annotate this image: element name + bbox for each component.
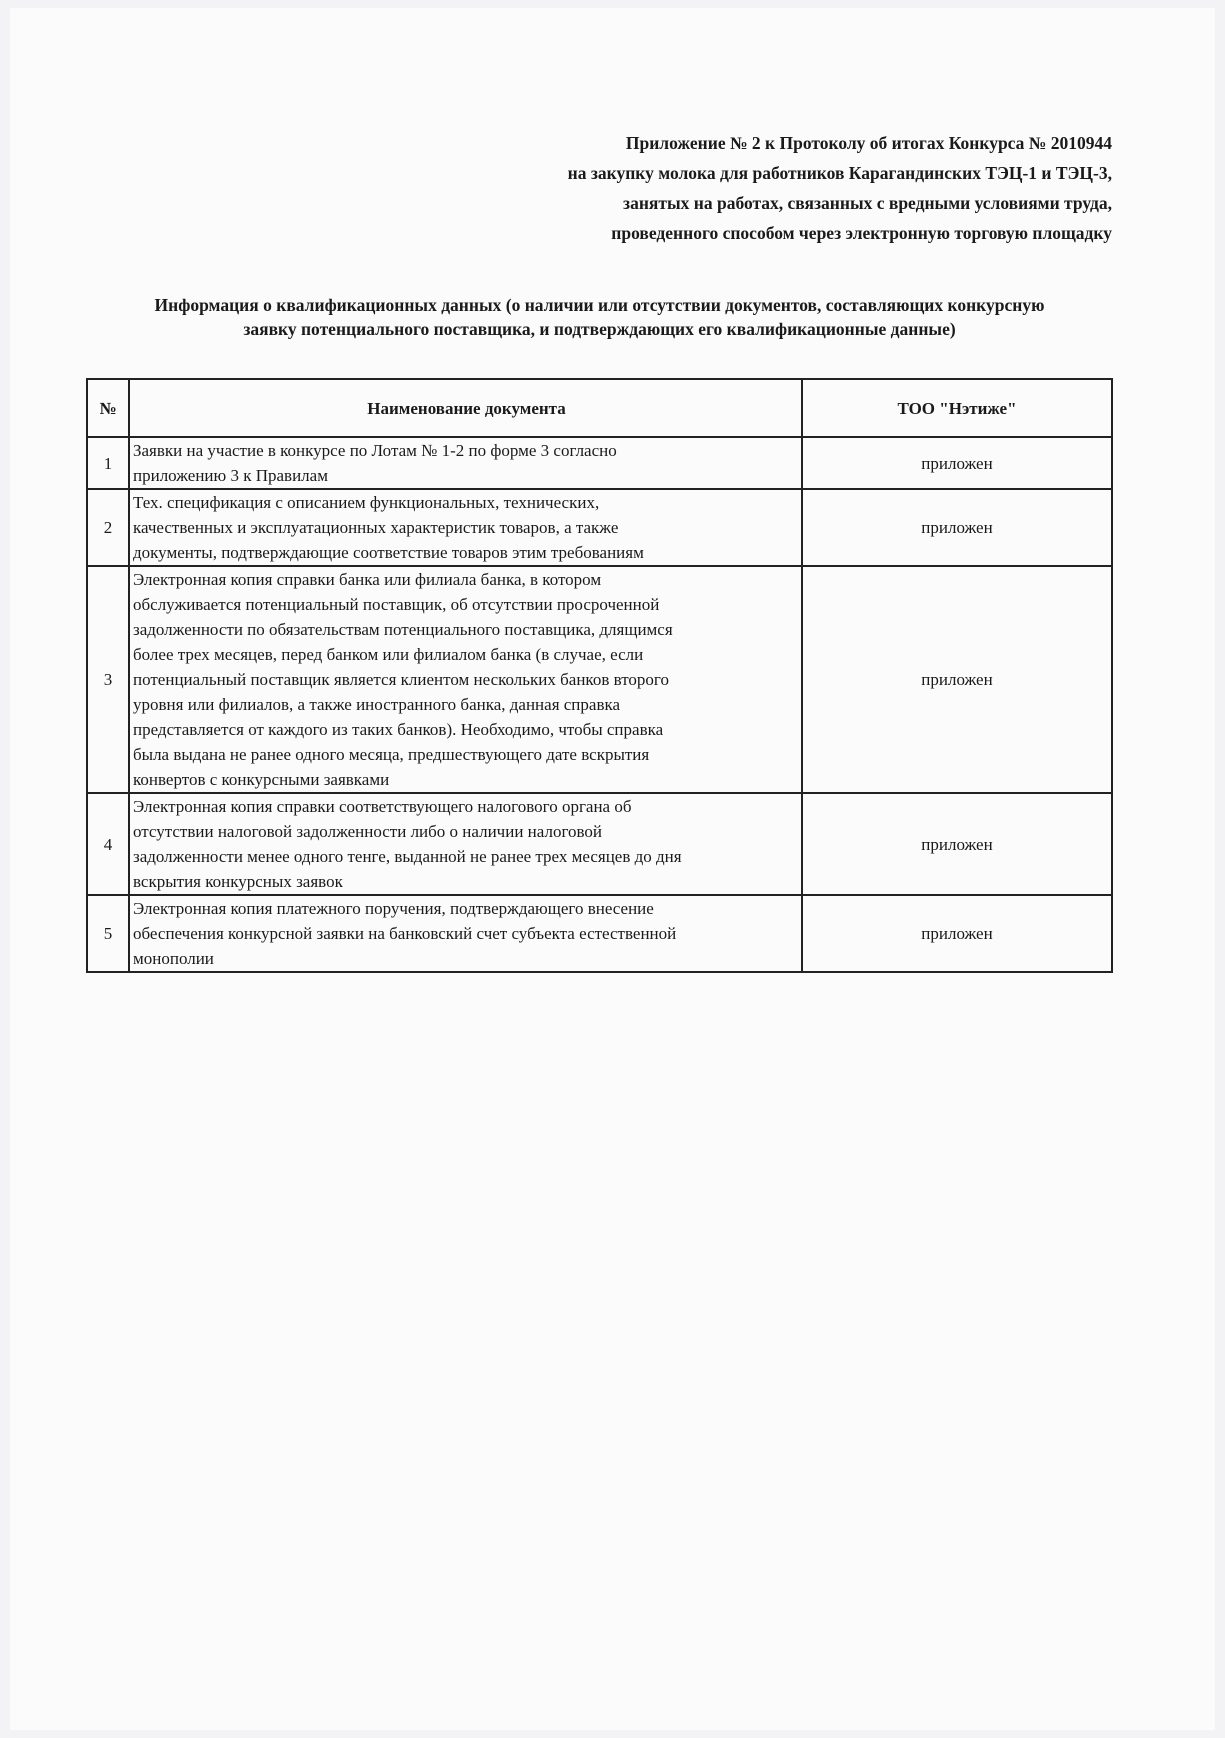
header-line: проведенного способом через электронную торговую площадку — [611, 223, 1112, 243]
document-name-line: Электронная копия справки банка или филиала банка, в котором — [133, 570, 602, 589]
info-line: Информация о квалификационных данных (о наличии или отсутствии документов, составляющих конкурсную — [154, 295, 1045, 315]
document-name-line: более трех месяцев, перед банком или филиалом банка (в случае, если — [133, 645, 644, 664]
document-status: приложен — [802, 895, 1112, 972]
document-name — [129, 489, 802, 566]
document-name-line: Заявки на участие в конкурсе по Лотам № 1-2 по форме 3 согласно — [133, 441, 617, 460]
document-name-line: потенциальный поставщик является клиентом нескольких банков второго — [133, 670, 669, 689]
document-status: приложен — [802, 793, 1112, 895]
document-name-line: приложению 3 к Правилам — [133, 466, 328, 485]
row-number: 1 — [87, 437, 129, 489]
appendix-header — [568, 128, 1112, 248]
qualification-info-heading — [86, 293, 1113, 341]
column-header-supplier: ТОО "Нэтиже" — [802, 379, 1112, 437]
document-name — [129, 437, 802, 489]
document-name-line: конвертов с конкурсными заявками — [133, 770, 390, 789]
document-status: приложен — [802, 437, 1112, 489]
document-name-line: была выдана не ранее одного месяца, предшествующего дате вскрытия — [133, 745, 650, 764]
document-name-line: отсутствии налоговой задолженности либо о наличии налоговой — [133, 822, 603, 841]
row-number: 2 — [87, 489, 129, 566]
info-line: заявку потенциального поставщика, и подтверждающих его квалификационные данные) — [243, 319, 956, 339]
document-name-line: монополии — [133, 949, 214, 968]
table-row — [87, 793, 1112, 895]
table-row — [87, 895, 1112, 972]
header-line: на закупку молока для работников Карагандинских ТЭЦ-1 и ТЭЦ-3, — [567, 163, 1112, 183]
document-status: приложен — [802, 489, 1112, 566]
row-number: 5 — [87, 895, 129, 972]
document-name — [129, 566, 802, 793]
column-header-number: № — [87, 379, 129, 437]
document-name-line: представляется от каждого из таких банков). Необходимо, чтобы справка — [133, 720, 664, 739]
column-header-document-name: Наименование документа — [129, 379, 802, 437]
document-name — [129, 895, 802, 972]
table-row — [87, 489, 1112, 566]
table-row — [87, 566, 1112, 793]
document-name-line: качественных и эксплуатационных характеристик товаров, а также — [133, 518, 619, 537]
document-status: приложен — [802, 566, 1112, 793]
table-header-row — [87, 379, 1112, 437]
document-name-line: Электронная копия платежного поручения, подтверждающего внесение — [133, 899, 654, 918]
document-name-line: вскрытия конкурсных заявок — [133, 872, 343, 891]
document-name-line: обеспечения конкурсной заявки на банковский счет субъекта естественной — [133, 924, 677, 943]
document-name-line: Тех. спецификация с описанием функциональных, технических, — [133, 493, 600, 512]
document-name-line: обслуживается потенциальный поставщик, об отсутствии просроченной — [133, 595, 660, 614]
documents-table — [86, 378, 1113, 973]
row-number: 3 — [87, 566, 129, 793]
document-name-line: уровня или филиалов, а также иностранного банка, данная справка — [133, 695, 621, 714]
row-number: 4 — [87, 793, 129, 895]
document-name-line: задолженности по обязательствам потенциального поставщика, длящимся — [133, 620, 673, 639]
header-line: занятых на работах, связанных с вредными условиями труда, — [623, 193, 1112, 213]
document-name — [129, 793, 802, 895]
document-name-line: задолженности менее одного тенге, выданной не ранее трех месяцев до дня — [133, 847, 682, 866]
document-name-line: Электронная копия справки соответствующего налогового органа об — [133, 797, 632, 816]
header-line: Приложение № 2 к Протоколу об итогах Конкурса № 2010944 — [625, 133, 1112, 153]
table-row — [87, 437, 1112, 489]
document-name-line: документы, подтверждающие соответствие товаров этим требованиям — [133, 543, 644, 562]
